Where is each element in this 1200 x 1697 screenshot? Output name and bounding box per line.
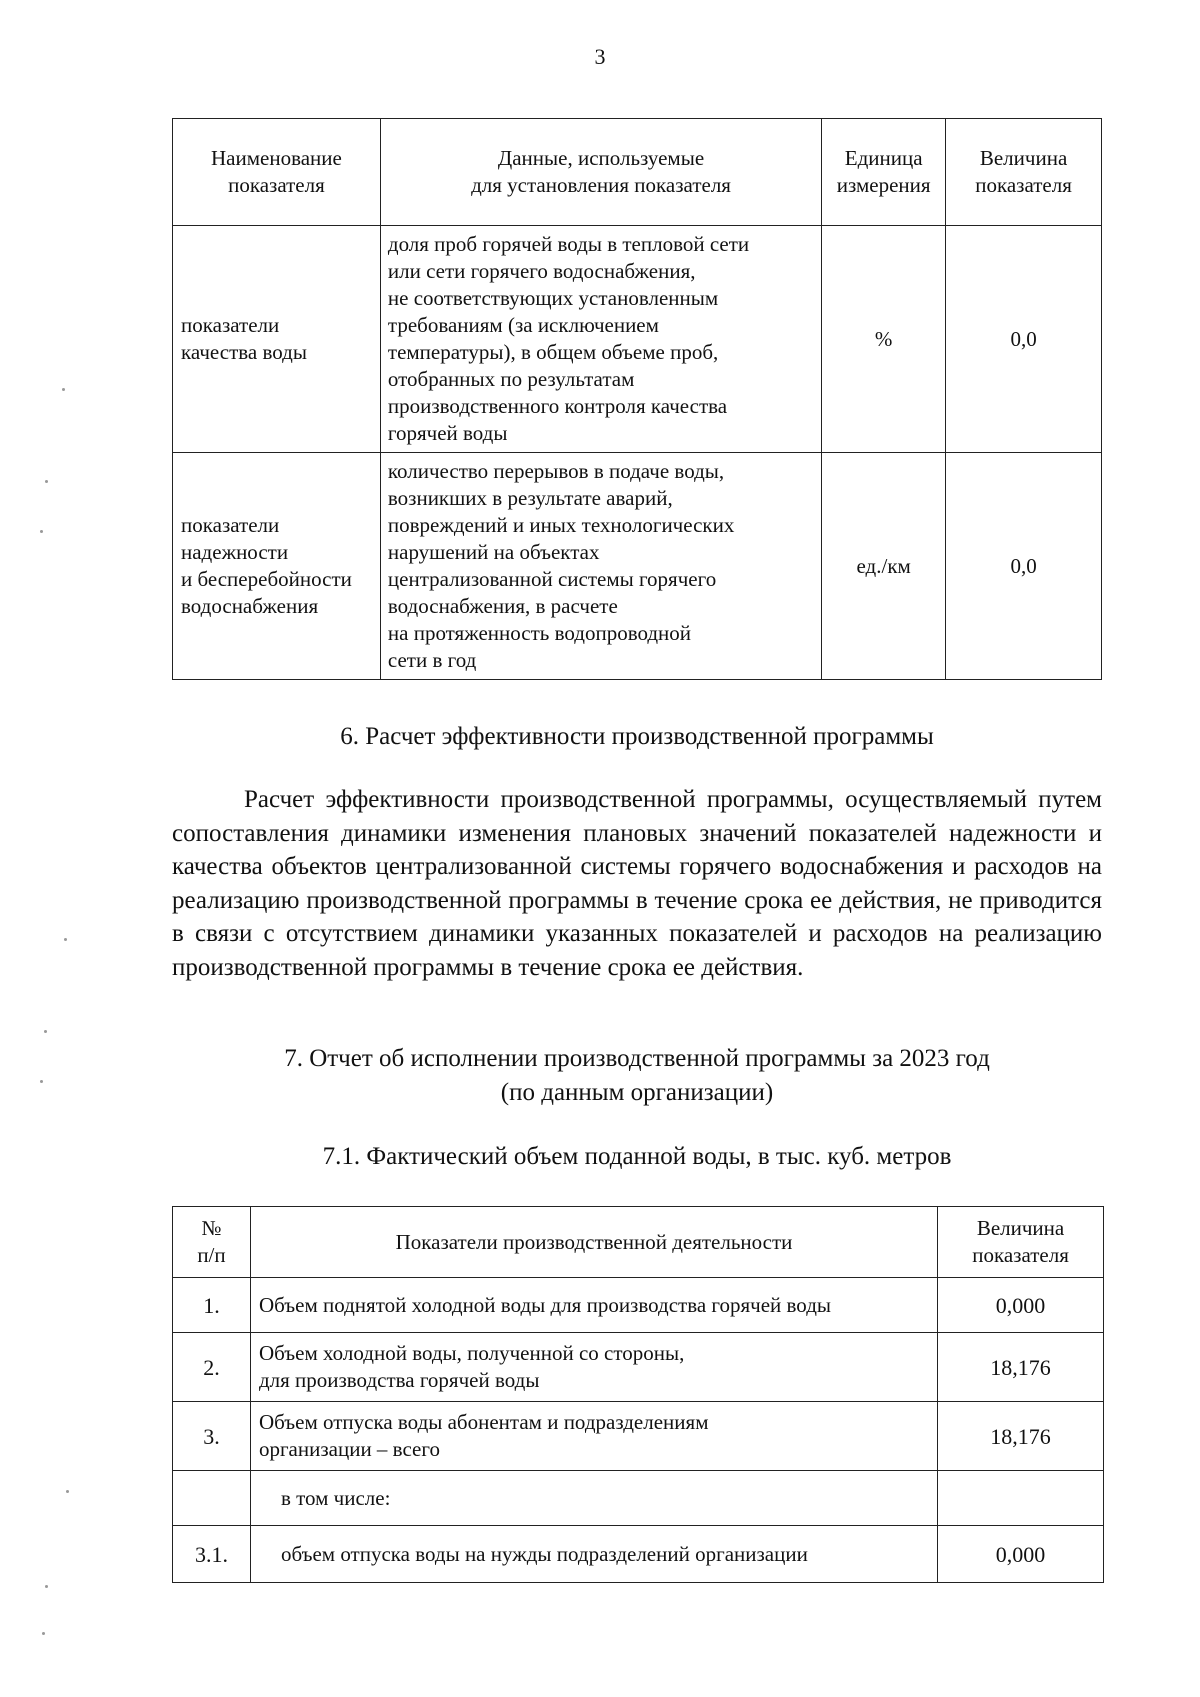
scan-speck (40, 530, 43, 533)
row-value: 18,176 (938, 1333, 1104, 1402)
scan-speck (45, 1585, 48, 1588)
indicator-unit: % (822, 226, 946, 453)
row-text: объем отпуска воды на нужды подразделений организации (250, 1526, 937, 1583)
header-indicator-name: Наименование показателя (173, 119, 381, 226)
header-row-number: № п/п (173, 1207, 251, 1278)
row-value: 18,176 (938, 1402, 1104, 1471)
indicator-name: показатели качества воды (173, 226, 381, 453)
row-text: Объем поднятой холодной воды для производства горячей воды (250, 1278, 937, 1333)
scan-speck (42, 1632, 45, 1635)
scan-speck (40, 1080, 43, 1083)
header-indicator-value: Величина показателя (938, 1207, 1104, 1278)
table-header-row (173, 119, 1102, 226)
scan-speck (44, 1030, 47, 1033)
indicator-name: показатели надежности и бесперебойности водоснабжения (173, 453, 381, 680)
row-number: 3. (173, 1402, 251, 1471)
section-7-heading: 7. Отчет об исполнении производственной программы за 2023 год (по данным организации) (284, 1045, 990, 1106)
row-value (938, 1471, 1104, 1526)
scan-speck (66, 1490, 69, 1493)
section-6-paragraph: Расчет эффективности производственной программы, осуществляемый путем сопоставления динамики изменения плановых значений показателей надежности и качества объектов централизованной системы горячего водоснабжения и расходов на реализацию производственной программы в течение срока ее действия, не приводится в связи с отсутствием динамики указанных показателей и расходов на реализацию производственной программы в течение срока ее действия. (172, 786, 1102, 981)
indicator-description: количество перерывов в подаче воды, возникших в результате аварий, повреждений и иных технологических нарушений на объектах централизованной системы горячего водоснабжения, в расчете на протяженность водопроводной сети в год (380, 453, 821, 680)
row-number: 3.1. (173, 1526, 251, 1583)
table-row (173, 453, 1102, 680)
row-text: Объем отпуска воды абонентам и подразделениям организации – всего (250, 1402, 937, 1471)
indicator-value: 0,0 (946, 453, 1102, 680)
indicator-description: доля проб горячей воды в тепловой сети или сети горячего водоснабжения, не соответствующих установленным требованиям (за исключением температуры), в общем объеме проб, отобранных по результатам производственного контроля качества горячей воды (380, 226, 821, 453)
table-row (173, 1526, 1104, 1583)
header-unit: Единица измерения (822, 119, 946, 226)
row-value: 0,000 (938, 1526, 1104, 1583)
table-row (173, 1278, 1104, 1333)
scan-speck (45, 480, 48, 483)
page-number: 3 (594, 44, 606, 69)
row-value: 0,000 (938, 1278, 1104, 1333)
table-row (173, 1471, 1104, 1526)
row-text: в том числе: (250, 1471, 937, 1526)
header-activity-indicators: Показатели производственной деятельности (250, 1207, 937, 1278)
table-row (173, 226, 1102, 453)
section-7-1-heading: 7.1. Фактический объем поданной воды, в тыс. куб. метров (322, 1143, 952, 1170)
indicators-table (172, 118, 1102, 680)
row-number: 1. (173, 1278, 251, 1333)
scan-speck (62, 388, 65, 391)
scan-speck (64, 938, 67, 941)
indicator-value: 0,0 (946, 226, 1102, 453)
section-6-heading: 6. Расчет эффективности производственной программы (340, 723, 934, 750)
table-row (173, 1402, 1104, 1471)
table-row (173, 1333, 1104, 1402)
indicator-unit: ед./км (822, 453, 946, 680)
row-number (173, 1471, 251, 1526)
table-header-row (173, 1207, 1104, 1278)
header-value: Величина показателя (946, 119, 1102, 226)
water-volume-table (172, 1206, 1104, 1583)
row-number: 2. (173, 1333, 251, 1402)
header-data-used: Данные, используемые для установления показателя (380, 119, 821, 226)
row-text: Объем холодной воды, полученной со стороны, для производства горячей воды (250, 1333, 937, 1402)
